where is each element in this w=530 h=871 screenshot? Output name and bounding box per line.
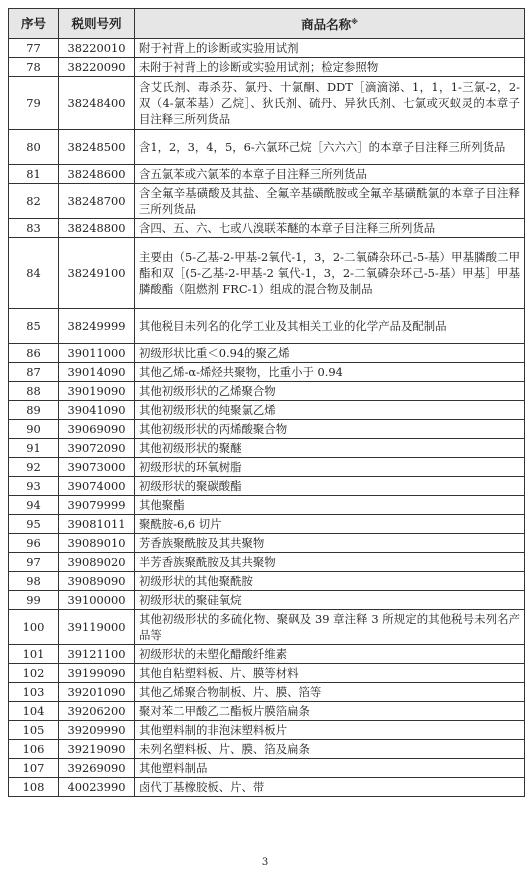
table-row bbox=[9, 515, 525, 534]
commodity-name-cell: 聚对苯二甲酸乙二酯板片膜箔扁条 bbox=[135, 702, 525, 721]
serial-number-cell: 77 bbox=[9, 39, 59, 58]
table-row bbox=[9, 401, 525, 420]
table-row bbox=[9, 238, 525, 309]
table-row bbox=[9, 702, 525, 721]
table-row bbox=[9, 309, 525, 344]
commodity-name-cell: 其他税目未列名的化学工业及其相关工业的化学产品及配制品 bbox=[135, 309, 525, 344]
table-row bbox=[9, 439, 525, 458]
tariff-code-cell: 39072090 bbox=[59, 439, 135, 458]
commodity-name-cell: 初级形状比重＜0.94的聚乙烯 bbox=[135, 344, 525, 363]
commodity-name-cell: 其他塑料制的非泡沫塑料板片 bbox=[135, 721, 525, 740]
serial-number-cell: 92 bbox=[9, 458, 59, 477]
tariff-code-cell: 39206200 bbox=[59, 702, 135, 721]
tariff-code-cell: 39041090 bbox=[59, 401, 135, 420]
tariff-code-cell: 38248800 bbox=[59, 219, 135, 238]
table-row bbox=[9, 165, 525, 184]
commodity-name-cell: 其他初级形状的乙烯聚合物 bbox=[135, 382, 525, 401]
tariff-code-cell: 39081011 bbox=[59, 515, 135, 534]
serial-number-cell: 85 bbox=[9, 309, 59, 344]
table-row bbox=[9, 58, 525, 77]
serial-number-cell: 87 bbox=[9, 363, 59, 382]
commodity-name-cell: 其他聚酯 bbox=[135, 496, 525, 515]
commodity-name-cell: 卤代丁基橡胶板、片、带 bbox=[135, 778, 525, 797]
serial-number-cell: 90 bbox=[9, 420, 59, 439]
serial-number-cell: 104 bbox=[9, 702, 59, 721]
table-row bbox=[9, 344, 525, 363]
header-tariff-code: 税则号列 bbox=[59, 9, 135, 39]
table-row bbox=[9, 759, 525, 778]
tariff-code-cell: 38249100 bbox=[59, 238, 135, 309]
table-row bbox=[9, 496, 525, 515]
header-commodity-name-text: 商品名称 bbox=[301, 17, 352, 33]
commodity-name-cell: 未附于衬背上的诊断或实验用试剂；检定参照物 bbox=[135, 58, 525, 77]
commodity-name-cell: 其他初级形状的纯聚氯乙烯 bbox=[135, 401, 525, 420]
commodity-table bbox=[8, 8, 525, 797]
serial-number-cell: 89 bbox=[9, 401, 59, 420]
serial-number-cell: 100 bbox=[9, 610, 59, 645]
table-row bbox=[9, 477, 525, 496]
table-row bbox=[9, 219, 525, 238]
table-row bbox=[9, 664, 525, 683]
commodity-name-cell: 未列名塑料板、片、膜、箔及扁条 bbox=[135, 740, 525, 759]
table-row bbox=[9, 184, 525, 219]
header-commodity-name bbox=[135, 9, 525, 39]
table-header-row bbox=[9, 9, 525, 39]
tariff-code-cell: 38248500 bbox=[59, 130, 135, 165]
tariff-code-cell: 38248400 bbox=[59, 77, 135, 130]
tariff-code-cell: 39089010 bbox=[59, 534, 135, 553]
serial-number-cell: 98 bbox=[9, 572, 59, 591]
tariff-code-cell: 38248600 bbox=[59, 165, 135, 184]
table-body bbox=[9, 39, 525, 797]
serial-number-cell: 103 bbox=[9, 683, 59, 702]
table-row bbox=[9, 683, 525, 702]
tariff-code-cell: 39073000 bbox=[59, 458, 135, 477]
table-row bbox=[9, 591, 525, 610]
serial-number-cell: 81 bbox=[9, 165, 59, 184]
commodity-name-cell: 半芳香族聚酰胺及其共聚物 bbox=[135, 553, 525, 572]
serial-number-cell: 94 bbox=[9, 496, 59, 515]
commodity-name-cell: 含艾氏剂、毒杀芬、氯丹、十氯酮、DDT［滴滴涕、1，1，1-三氯-2，2-双（4-氯苯基）乙烷］、狄氏剂、硫丹、异狄氏剂、七氯或灭蚁灵的本章子目注释三所列货品 bbox=[135, 77, 525, 130]
commodity-name-cell: 初级形状的聚碳酸酯 bbox=[135, 477, 525, 496]
serial-number-cell: 107 bbox=[9, 759, 59, 778]
commodity-name-cell: 含1，2，3，4，5，6-六氯环己烷［六六六］的本章子目注释三所列货品 bbox=[135, 130, 525, 165]
serial-number-cell: 108 bbox=[9, 778, 59, 797]
commodity-name-cell: 附于衬背上的诊断或实验用试剂 bbox=[135, 39, 525, 58]
tariff-code-cell: 39089090 bbox=[59, 572, 135, 591]
table-row bbox=[9, 363, 525, 382]
serial-number-cell: 102 bbox=[9, 664, 59, 683]
commodity-name-cell: 其他初级形状的丙烯酸聚合物 bbox=[135, 420, 525, 439]
tariff-code-cell: 39069090 bbox=[59, 420, 135, 439]
commodity-name-cell: 初级形状的其他聚酰胺 bbox=[135, 572, 525, 591]
table-row bbox=[9, 39, 525, 58]
table-row bbox=[9, 458, 525, 477]
tariff-code-cell: 39089020 bbox=[59, 553, 135, 572]
table-row bbox=[9, 534, 525, 553]
commodity-name-cell: 其他自粘塑料板、片、膜等材料 bbox=[135, 664, 525, 683]
commodity-name-cell: 其他乙烯-α-烯烃共聚物，比重小于 0.94 bbox=[135, 363, 525, 382]
tariff-code-cell: 40023990 bbox=[59, 778, 135, 797]
commodity-name-cell: 初级形状的未塑化醋酸纤维素 bbox=[135, 645, 525, 664]
table-row bbox=[9, 572, 525, 591]
table-row bbox=[9, 130, 525, 165]
header-note-mark: ※ bbox=[351, 17, 358, 26]
serial-number-cell: 82 bbox=[9, 184, 59, 219]
serial-number-cell: 106 bbox=[9, 740, 59, 759]
table-row bbox=[9, 77, 525, 130]
commodity-name-cell: 其他塑料制品 bbox=[135, 759, 525, 778]
commodity-name-cell: 聚酰胺-6,6 切片 bbox=[135, 515, 525, 534]
commodity-name-cell: 含四、五、六、七或八溴联苯醚的本章子目注释三所列货品 bbox=[135, 219, 525, 238]
table-row bbox=[9, 740, 525, 759]
tariff-code-cell: 39074000 bbox=[59, 477, 135, 496]
commodity-name-cell: 主要由（5-乙基-2-甲基-2氧代-1，3，2-二氧磷杂环己-5-基）甲基膦酸二甲酯和双［(5-乙基-2-甲基-2 氧代-1，3，2-二氧磷杂环己-5-基）甲基］甲基膦酸酯（阻燃剂 FRC-1）组成的混合物及制品 bbox=[135, 238, 525, 309]
serial-number-cell: 83 bbox=[9, 219, 59, 238]
tariff-code-cell: 38248700 bbox=[59, 184, 135, 219]
tariff-code-cell: 39121100 bbox=[59, 645, 135, 664]
tariff-code-cell: 39100000 bbox=[59, 591, 135, 610]
serial-number-cell: 84 bbox=[9, 238, 59, 309]
tariff-code-cell: 39209990 bbox=[59, 721, 135, 740]
tariff-code-cell: 39199090 bbox=[59, 664, 135, 683]
serial-number-cell: 80 bbox=[9, 130, 59, 165]
commodity-name-cell: 初级形状的环氧树脂 bbox=[135, 458, 525, 477]
tariff-code-cell: 38249999 bbox=[59, 309, 135, 344]
tariff-code-cell: 39011000 bbox=[59, 344, 135, 363]
table-row bbox=[9, 778, 525, 797]
commodity-name-cell: 芳香族聚酰胺及其共聚物 bbox=[135, 534, 525, 553]
serial-number-cell: 95 bbox=[9, 515, 59, 534]
serial-number-cell: 78 bbox=[9, 58, 59, 77]
serial-number-cell: 96 bbox=[9, 534, 59, 553]
commodity-name-cell: 含五氯苯或六氯苯的本章子目注释三所列货品 bbox=[135, 165, 525, 184]
table-row bbox=[9, 721, 525, 740]
tariff-code-cell: 39201090 bbox=[59, 683, 135, 702]
commodity-name-cell: 其他乙烯聚合物制板、片、膜、箔等 bbox=[135, 683, 525, 702]
tariff-code-cell: 39079999 bbox=[59, 496, 135, 515]
serial-number-cell: 91 bbox=[9, 439, 59, 458]
table-row bbox=[9, 382, 525, 401]
tariff-code-cell: 39219090 bbox=[59, 740, 135, 759]
serial-number-cell: 99 bbox=[9, 591, 59, 610]
commodity-name-cell: 初级形状的聚硅氧烷 bbox=[135, 591, 525, 610]
serial-number-cell: 101 bbox=[9, 645, 59, 664]
table-row bbox=[9, 553, 525, 572]
table-row bbox=[9, 610, 525, 645]
tariff-code-cell: 39019090 bbox=[59, 382, 135, 401]
commodity-name-cell: 其他初级形状的多硫化物、聚砜及 39 章注释 3 所规定的其他税号未列名产品等 bbox=[135, 610, 525, 645]
serial-number-cell: 79 bbox=[9, 77, 59, 130]
tariff-code-cell: 39269090 bbox=[59, 759, 135, 778]
commodity-name-cell: 其他初级形状的聚醚 bbox=[135, 439, 525, 458]
commodity-name-cell: 含全氟辛基磺酸及其盐、全氟辛基磺酰胺或全氟辛基磺酰氯的本章子目注释三所列货品 bbox=[135, 184, 525, 219]
table-row bbox=[9, 645, 525, 664]
serial-number-cell: 88 bbox=[9, 382, 59, 401]
tariff-code-cell: 38220010 bbox=[59, 39, 135, 58]
header-serial-number: 序号 bbox=[9, 9, 59, 39]
serial-number-cell: 86 bbox=[9, 344, 59, 363]
table-row bbox=[9, 420, 525, 439]
serial-number-cell: 93 bbox=[9, 477, 59, 496]
serial-number-cell: 105 bbox=[9, 721, 59, 740]
tariff-code-cell: 39014090 bbox=[59, 363, 135, 382]
tariff-code-cell: 38220090 bbox=[59, 58, 135, 77]
serial-number-cell: 97 bbox=[9, 553, 59, 572]
tariff-code-cell: 39119000 bbox=[59, 610, 135, 645]
page-number: 3 bbox=[261, 857, 269, 868]
